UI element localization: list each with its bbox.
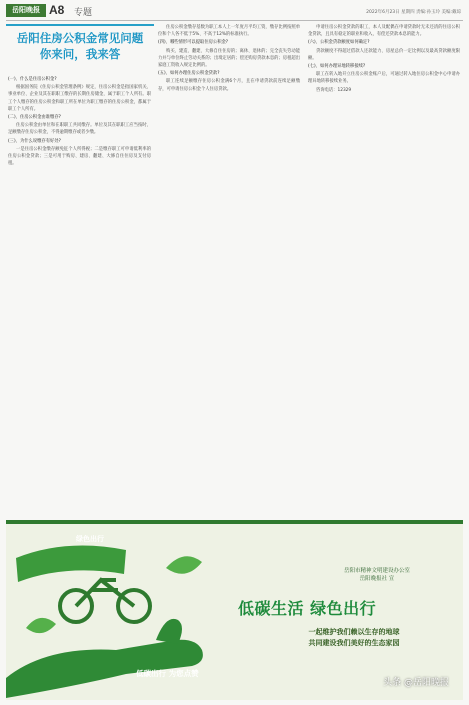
paragraph: (三)、为什么说缴存有好处? [8, 138, 61, 144]
paragraph: 申请住房公积金贷款的职工，本人及配偶在申请贷款时无未还清的住房公积金贷款，且具有稳定的职业和收入，有偿还贷款本息的能力。 [308, 25, 460, 38]
ad-org-line2: 岳阳晚报社 宣 [359, 576, 395, 582]
paragraph: 咨询电话：12329 [316, 87, 352, 93]
ad-top-strip [6, 520, 463, 524]
text-column-3 [308, 24, 460, 596]
masthead [6, 3, 463, 21]
article-title-line2: 你来问，我来答 [39, 47, 121, 61]
paragraph: (一)、什么是住房公积金? [8, 77, 57, 82]
advertisement-banner [6, 520, 463, 700]
ad-org-line1: 岳阳市精神文明建设办公室 [343, 568, 410, 574]
ad-headline: 低碳生活 绿色出行 [238, 599, 377, 618]
paragraph: (七)、如何办理异地转移接续? [308, 64, 366, 70]
issue-meta: 2022年6月23日 星期四 责编:孙玉玲 美编:戴琼 [366, 10, 461, 15]
paragraph: (六)、公积金贷款额度如何确定? [308, 40, 370, 46]
paragraph: (二)、住房公积金由谁缴存? [8, 115, 61, 121]
paragraph: 购买、建造、翻建、大修自住住房的；离休、退休的；完全丧失劳动能力并与单位终止劳动关系的；出境定居的；偿还购房贷款本息的；房租超出家庭工资收入规定比例的。 [158, 48, 300, 69]
paragraph: 贷款额度不得超过借款人还款能力、房屋总价一定比例以及最高贷款额度限额。 [308, 48, 460, 61]
paragraph: 一是住房公积金缴存额免征个人所得税；二是缴存职工可申请低利率的住房公积金贷款；三是可用于购房、建房、翻建、大修自住住房及支付房租。 [8, 146, 151, 167]
ad-organization [302, 567, 452, 583]
paragraph: (四)、哪些情形可以提取住房公积金? [158, 40, 229, 46]
article-title-line1: 岳阳住房公积金常见问题 [16, 31, 144, 45]
ad-subline-1: 一起维护我们赖以生存的地球 [308, 628, 400, 636]
section-code: A8 [49, 3, 65, 17]
paragraph: (五)、如何办理住房公积金贷款? [158, 71, 220, 77]
ad-arm-slogan: 低碳出行 为您点赞 [136, 669, 199, 678]
text-column-1 [8, 76, 151, 576]
text-column-2 [158, 24, 300, 564]
paragraph: 职工连续足额缴存住房公积金满6个月，且在申请贷款前连续足额缴存，可申请住房公积金个人住房贷款。 [158, 79, 300, 92]
section-name: 专题 [74, 8, 93, 18]
ad-subline-2: 共同建设我们美好的生态家园 [308, 639, 400, 647]
article-title-block [6, 24, 154, 70]
paragraph: 住房公积金由单位和在职职工共同缴存。单位及其在职职工应当按时、足额缴存住房公积金，不得逾期缴存或者少缴。 [8, 123, 151, 136]
paragraph: 根据国务院《住房公积金管理条例》规定，住房公积金是指国家机关、事业单位、企业及其在职职工缴存的长期住房储金，属于职工个人所有。职工个人缴存的住房公积金和职工所在单位为职工缴存的住房公积金，都属于职工个人所有。 [8, 85, 151, 112]
newspaper-logo: 岳阳晚报 [6, 4, 46, 17]
source-watermark: 头条 @岳阳晚报 [383, 678, 449, 688]
ad-top-label: 绿色出行 [76, 535, 104, 543]
paragraph: 住房公积金缴存基数为职工本人上一年度月平均工资，缴存比例按照单位和个人各不低于5%、不高于12%的标准执行。 [158, 25, 300, 38]
paragraph: 职工在转入地开立住房公积金账户后，可通过转入地住房公积金中心申请办理异地转移接续业务。 [308, 72, 460, 85]
